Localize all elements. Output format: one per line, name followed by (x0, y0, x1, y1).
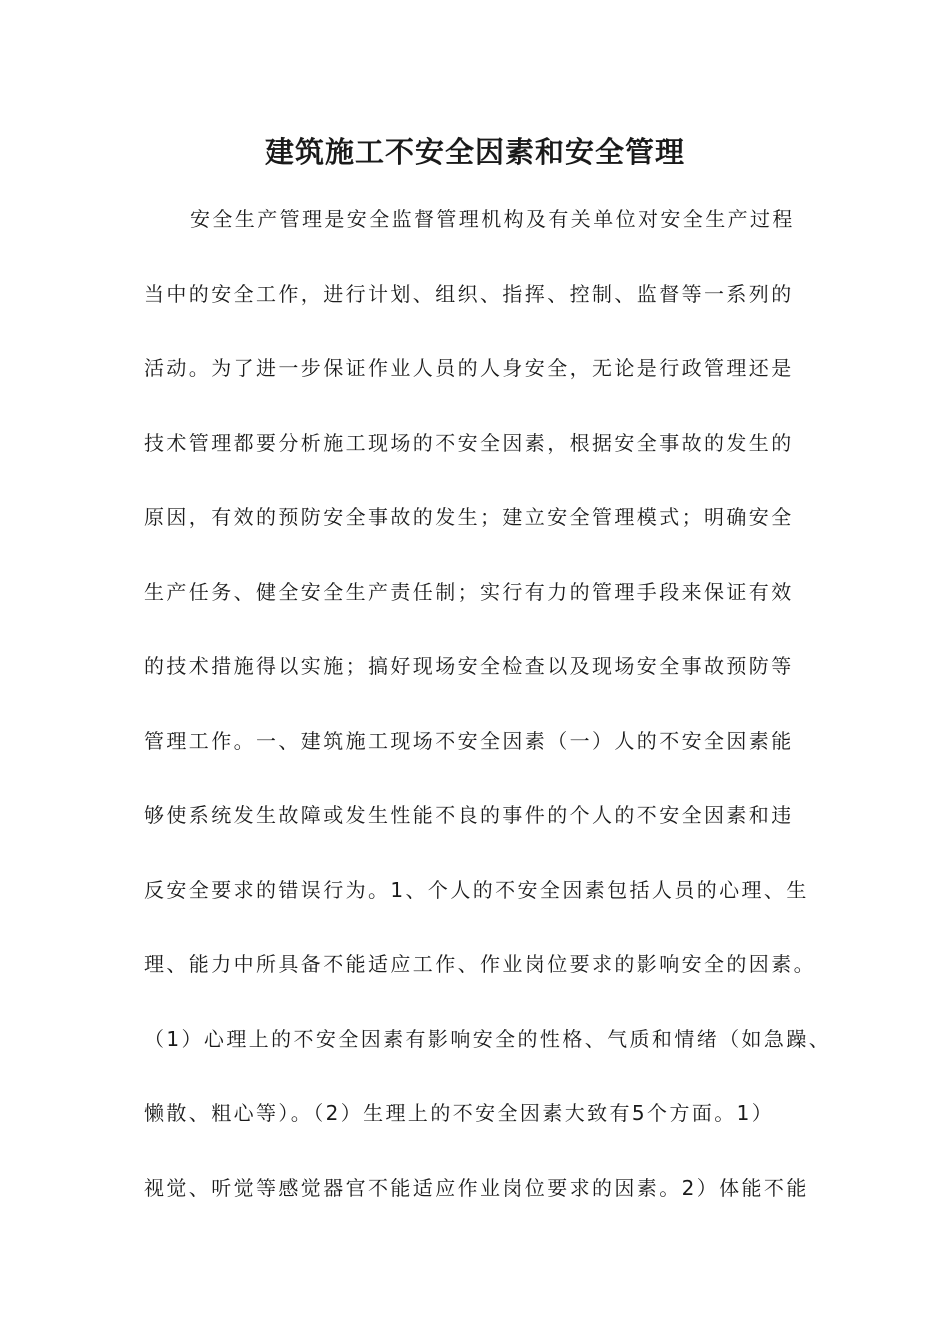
document-title: 建筑施工不安全因素和安全管理 (264, 135, 685, 169)
paragraph-line: 生产任务、健全安全生产责任制；实行有力的管理手段来保证有效 (144, 579, 794, 604)
paragraph-line: 技术管理都要分析施工现场的不安全因素，根据安全事故的发生的 (144, 430, 794, 455)
paragraph-line: 管理工作。一、建筑施工现场不安全因素（一）人的不安全因素能 (144, 728, 794, 753)
paragraph-line: 视觉、听觉等感觉器官不能适应作业岗位要求的因素。2）体能不能 (144, 1175, 809, 1200)
paragraph-line: 的技术措施得以实施；搞好现场安全检查以及现场安全事故预防等 (144, 654, 794, 678)
paragraph-line: 安全生产管理是安全监督管理机构及有关单位对安全生产过程 (190, 207, 795, 231)
paragraph-line: 够使系统发生故障或发生性能不良的事件的个人的不安全因素和违 (144, 803, 794, 827)
document-body (144, 198, 834, 1241)
paragraph-line: 理、能力中所具备不能适应工作、作业岗位要求的影响安全的因素。 (144, 952, 816, 976)
paragraph-line: 懒散、粗心等）。（2）生理上的不安全因素大致有5个方面。1） (144, 1101, 775, 1125)
paragraph-line: 活动。为了进一步保证作业人员的人身安全，无论是行政管理还是 (144, 356, 794, 380)
paragraph-line: （1）心理上的不安全因素有影响安全的性格、气质和情绪（如急躁、 (144, 1026, 832, 1051)
paragraph-line: 当中的安全工作，进行计划、组织、指挥、控制、监督等一系列的 (144, 281, 794, 306)
paragraph-line: 原因，有效的预防安全事故的发生；建立安全管理模式；明确安全 (144, 505, 794, 529)
paragraph-line: 反安全要求的错误行为。1、个人的不安全因素包括人员的心理、生 (144, 877, 809, 902)
